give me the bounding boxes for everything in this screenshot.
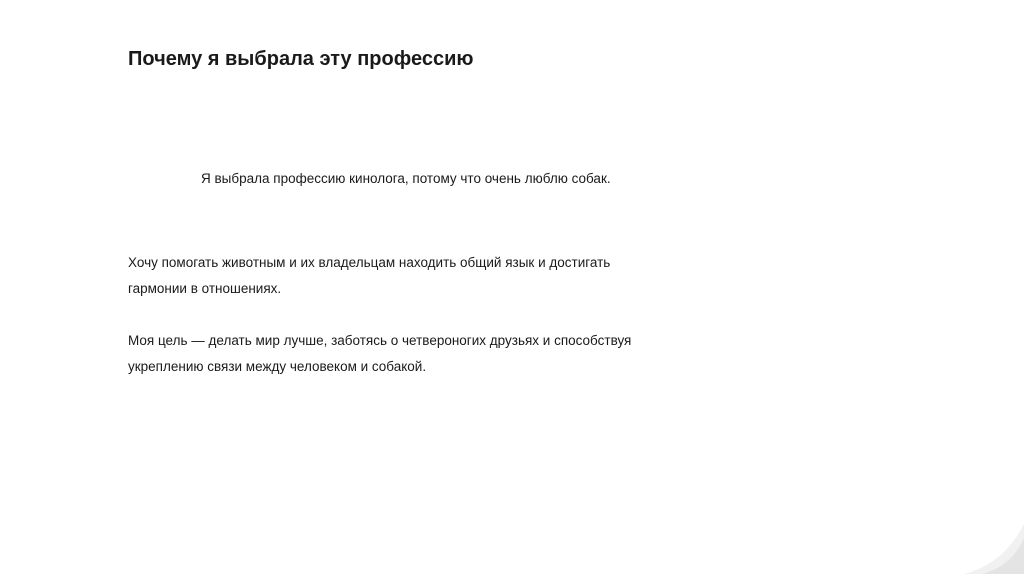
slide-title: Почему я выбрала эту профессию [128,48,474,70]
paragraph-goal: Моя цель — делать мир лучше, заботясь о четвероногих друзьях и способствуя укреплению связи между человеком и собакой. [128,333,632,374]
page-curl-decoration [964,524,1024,574]
paragraph-choice: Я выбрала профессию кинолога, потому что очень люблю собак. [201,171,611,186]
paragraph-help: Хочу помогать животным и их владельцам находить общий язык и достигать гармонии в отношениях. [128,255,611,296]
